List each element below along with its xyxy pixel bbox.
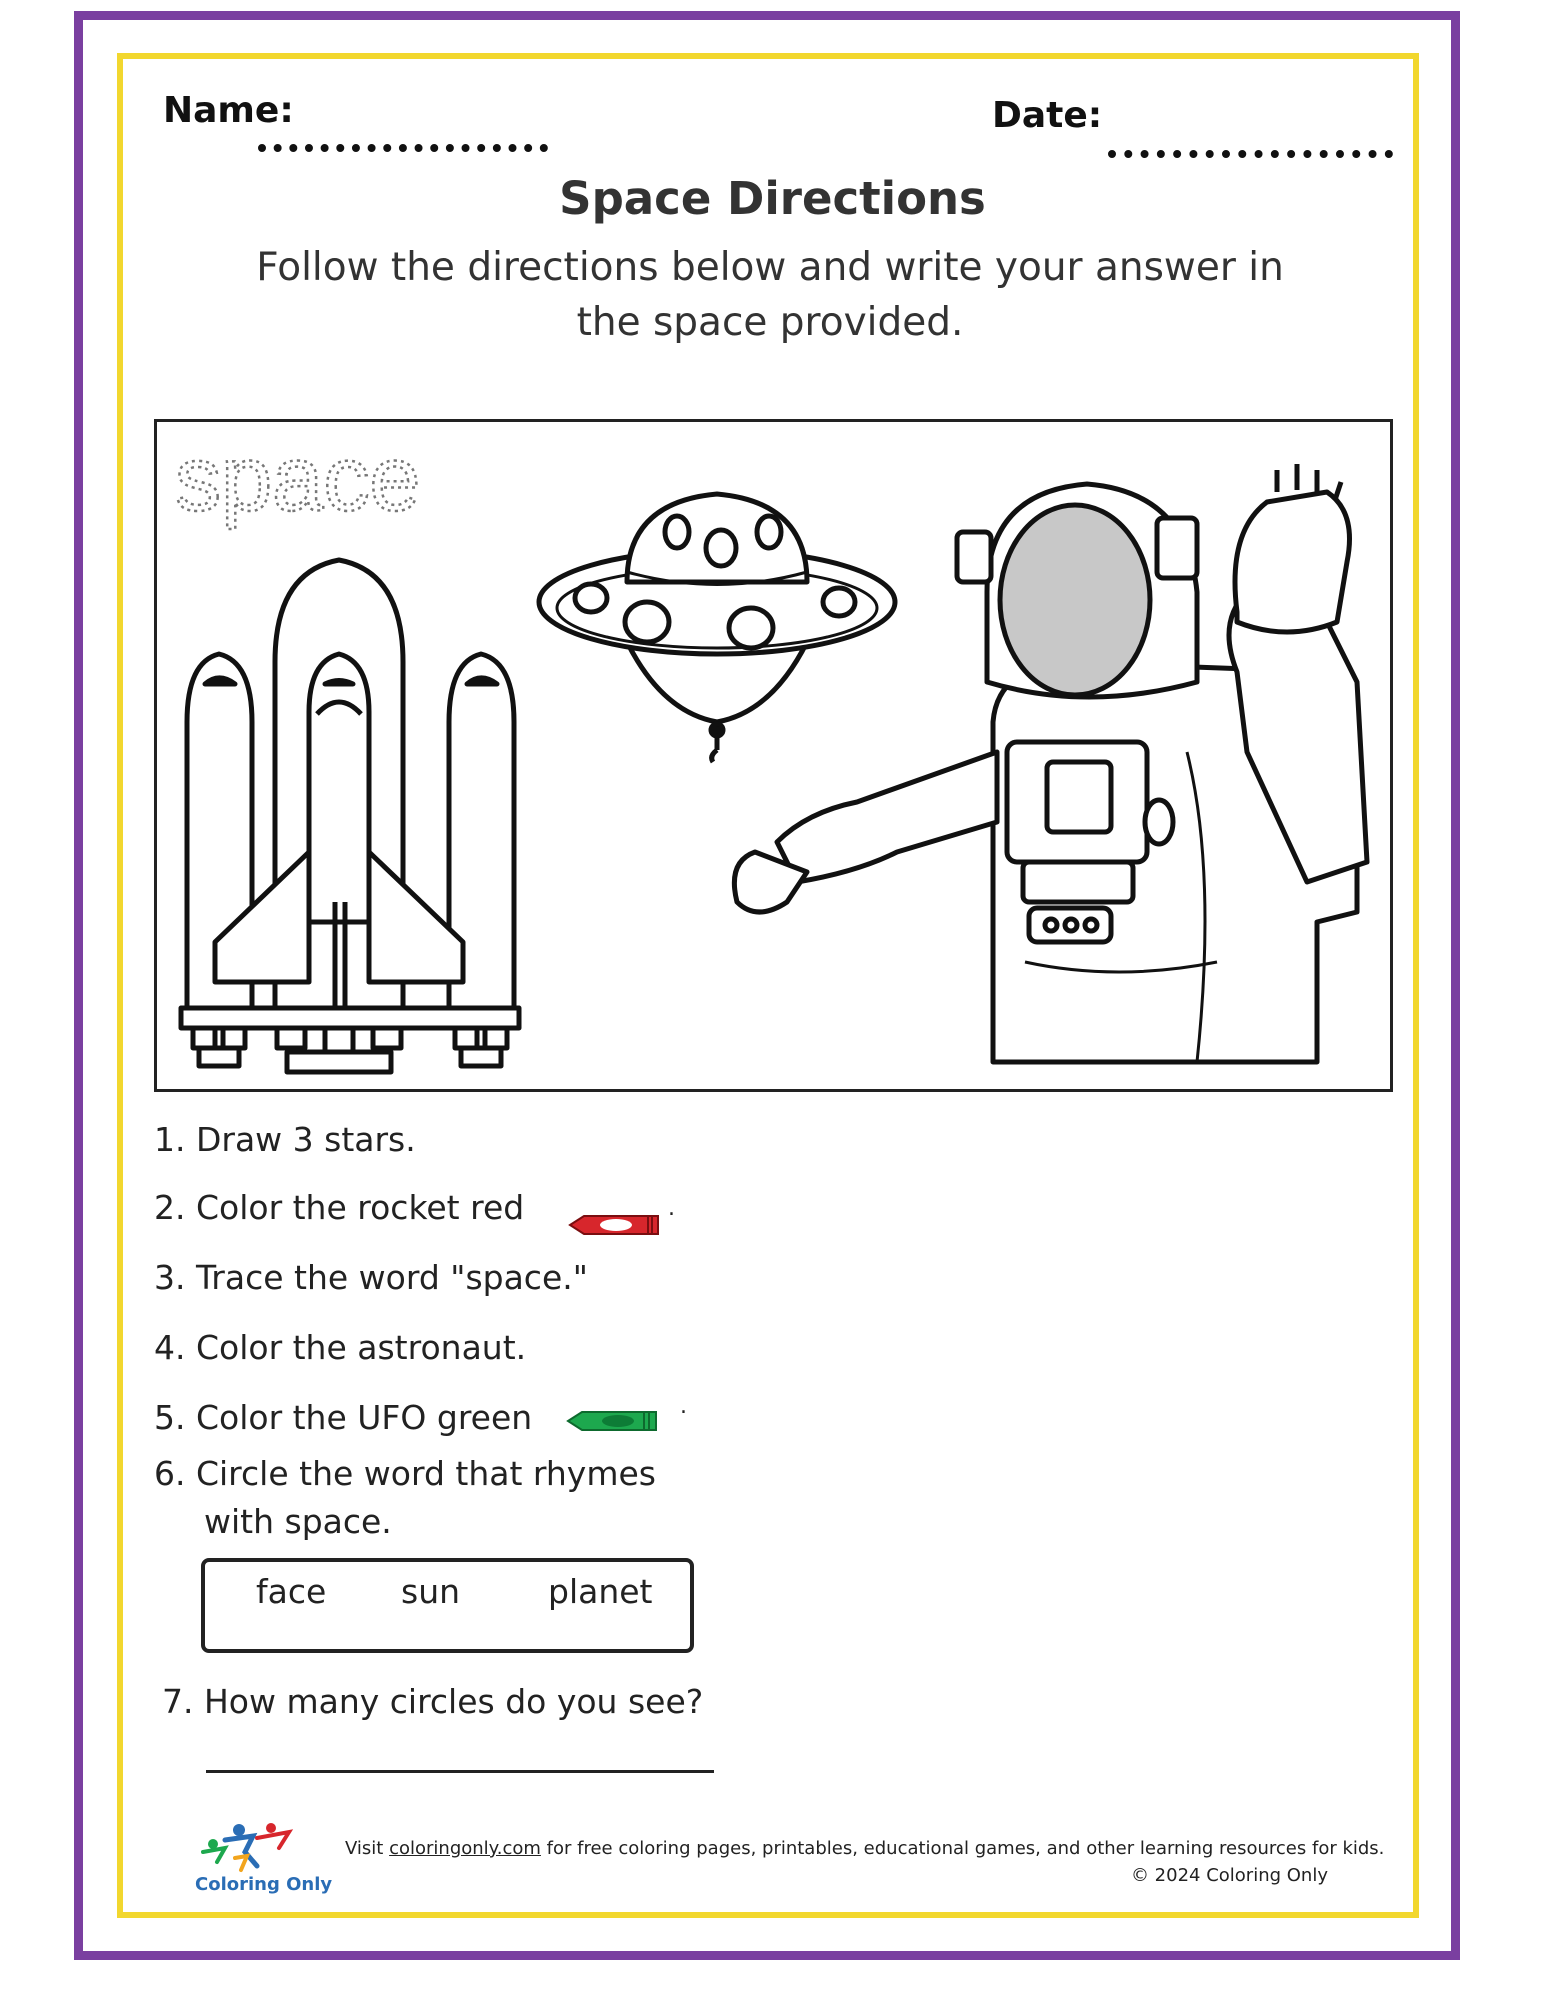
green-crayon-period: . (680, 1394, 687, 1419)
footer-rest: for free coloring pages, printables, educational games, and other learning resources for kids. (546, 1838, 1385, 1859)
instructions: Follow the directions below and write your answer in the space provided. (256, 245, 1284, 345)
name-line[interactable] (258, 144, 548, 152)
footer-visit: Visit (345, 1838, 384, 1859)
date-label: Date: (992, 95, 1103, 136)
question-4: 4. Color the astronaut. (154, 1328, 527, 1367)
rocket-shuttle[interactable] (181, 560, 519, 1072)
rhyme-word-sun[interactable]: sun (401, 1572, 461, 1611)
trace-word-space[interactable]: space (175, 428, 421, 530)
question-6: 6. Circle the word that rhymes (154, 1454, 656, 1493)
red-crayon-period: . (668, 1196, 675, 1221)
page-title: Space Directions (559, 172, 986, 225)
question-7: 7. How many circles do you see? (162, 1682, 704, 1721)
question-2: 2. Color the rocket red (154, 1188, 525, 1227)
astronaut[interactable] (734, 464, 1367, 1062)
question-5: 5. Color the UFO green (154, 1398, 533, 1437)
rhyme-word-face[interactable]: face (256, 1572, 327, 1611)
green-crayon-icon (566, 1408, 658, 1434)
date-line[interactable] (1108, 150, 1393, 158)
rhyme-word-planet[interactable]: planet (548, 1572, 653, 1611)
red-crayon-icon (568, 1212, 660, 1238)
picture-box (154, 419, 1393, 1092)
copyright: © 2024 Coloring Only (1130, 1865, 1328, 1886)
question-6-cont: with space. (204, 1502, 392, 1541)
name-label: Name: (163, 90, 294, 131)
logo-text: Coloring Only (195, 1874, 333, 1895)
space-illustration (157, 422, 1393, 1092)
question-1: 1. Draw 3 stars. (154, 1120, 416, 1159)
footer-link[interactable]: coloringonly.com (389, 1838, 541, 1859)
ufo[interactable] (539, 494, 895, 762)
answer-line[interactable] (206, 1770, 714, 1773)
footer-text (345, 1838, 1384, 1859)
question-3: 3. Trace the word "space." (154, 1258, 588, 1297)
